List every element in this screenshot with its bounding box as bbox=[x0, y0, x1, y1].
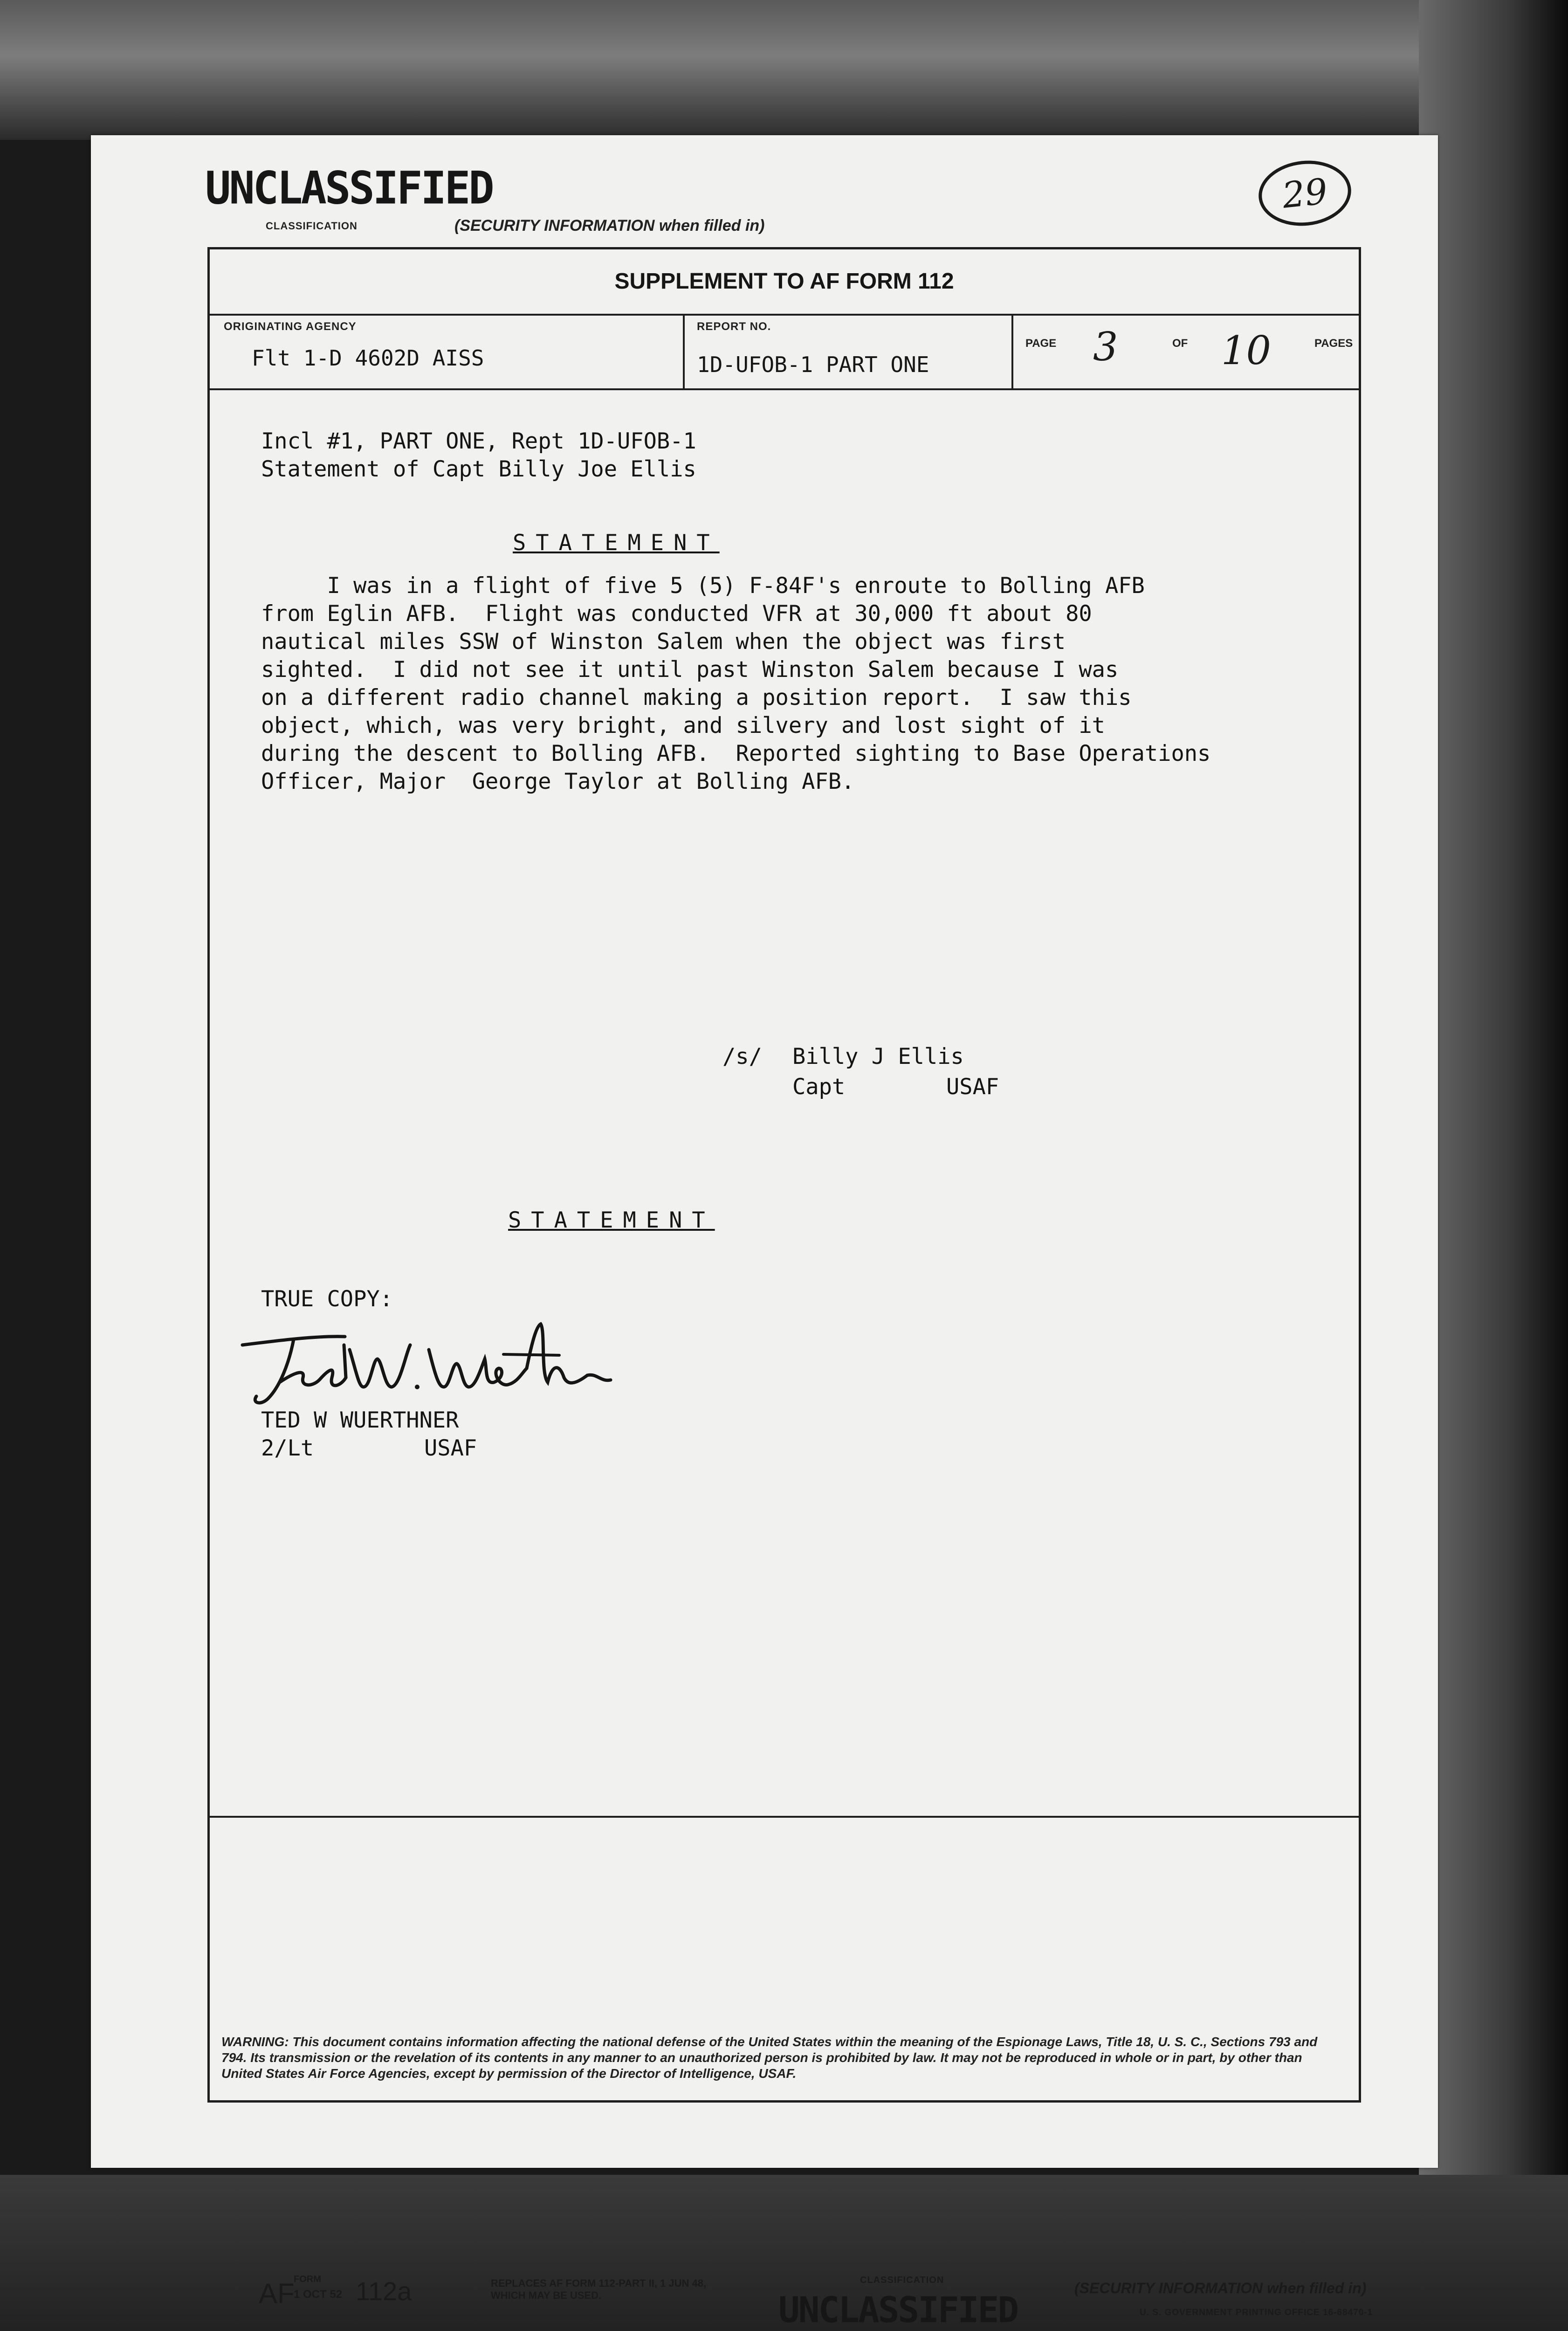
circled-page-number: 29 bbox=[1255, 156, 1354, 230]
certifier-name: TED W WUERTHNER bbox=[261, 1407, 459, 1433]
form-info-row bbox=[210, 314, 1359, 390]
certifier-rank: 2/Lt bbox=[261, 1435, 314, 1461]
signer-name: Billy J Ellis bbox=[792, 1044, 964, 1069]
footer-printing-office: U. S. GOVERNMENT PRINTING OFFICE 16-68470-1 bbox=[1140, 2308, 1373, 2317]
signature-prefix: /s/ bbox=[722, 1044, 762, 1069]
statement-line: during the descent to Bolling AFB. Reported sighting to Base Operations bbox=[261, 741, 1211, 766]
statement-line: on a different radio channel making a position report. I saw this bbox=[261, 685, 1132, 710]
document-page bbox=[91, 135, 1438, 2331]
handwritten-signature-image bbox=[224, 1317, 625, 1410]
originating-agency-value: Flt 1-D 4602D AISS bbox=[252, 345, 484, 371]
footer-security-information-note: (SECURITY INFORMATION when filled in) bbox=[1074, 2280, 1367, 2297]
statement-heading: STATEMENT bbox=[513, 530, 720, 556]
footer-replaces-line: WHICH MAY BE USED. bbox=[491, 2290, 602, 2301]
pages-label: PAGES bbox=[1314, 337, 1353, 350]
footer-af: AF bbox=[259, 2278, 295, 2309]
security-information-note: (SECURITY INFORMATION when filled in) bbox=[454, 217, 765, 234]
statement-subject-line: Statement of Capt Billy Joe Ellis bbox=[261, 456, 696, 482]
classification-stamp: UNCLASSIFIED bbox=[205, 162, 493, 214]
footer-form-number: 112a bbox=[356, 2276, 412, 2306]
footer-classification-stamp: UNCLASSIFIED bbox=[778, 2289, 1018, 2331]
form-frame bbox=[207, 247, 1361, 2103]
total-pages-handwritten: 10 bbox=[1221, 328, 1271, 373]
report-number-value: 1D-UFOB-1 PART ONE bbox=[697, 352, 929, 377]
originating-agency-cell bbox=[210, 314, 685, 388]
statement-line: Officer, Major George Taylor at Bolling AFB. bbox=[261, 769, 855, 794]
statement-line: I was in a flight of five 5 (5) F-84F's enroute to Bolling AFB bbox=[261, 573, 1145, 599]
espionage-warning: WARNING: This document contains information affecting the national defense of the United States within the meaning of the Espionage Laws, Title 18, U. S. C., Sections 793 and 794. Its transmission or the revelation of its contents in any manner to an unauthorized person is prohibited by law. It may not be reproduced in whole or in part, by other than United States Air Force Agencies, except by permission of the Director of Intelligence, USAF. bbox=[221, 2034, 1318, 2081]
scan-edge-right bbox=[1419, 0, 1568, 2331]
certifier-service: USAF bbox=[424, 1435, 477, 1461]
statement-line: object, which, was very bright, and silvery and lost sight of it bbox=[261, 713, 1105, 738]
form-title: SUPPLEMENT TO AF FORM 112 bbox=[210, 249, 1359, 316]
signer-service: USAF bbox=[946, 1074, 999, 1100]
footer-form-date: 1 OCT 52 bbox=[294, 2288, 343, 2301]
report-number-cell bbox=[683, 314, 1013, 388]
footer-replaces-line: REPLACES AF FORM 112-PART II, 1 JUN 48, bbox=[491, 2277, 707, 2289]
report-number-label: REPORT NO. bbox=[697, 320, 771, 333]
inclosure-line: Incl #1, PART ONE, Rept 1D-UFOB-1 bbox=[261, 428, 696, 454]
footer-classification-caption: CLASSIFICATION bbox=[860, 2275, 944, 2285]
originating-agency-label: ORIGINATING AGENCY bbox=[224, 320, 357, 333]
footer-replaces-note bbox=[491, 2277, 706, 2302]
page-count-cell bbox=[1011, 314, 1359, 388]
statement-line: sighted. I did not see it until past Winston Salem because I was bbox=[261, 657, 1119, 683]
statement-line: nautical miles SSW of Winston Salem when the object was first bbox=[261, 629, 1066, 655]
true-copy-label: TRUE COPY: bbox=[261, 1286, 393, 1312]
classification-caption: CLASSIFICATION bbox=[266, 220, 358, 232]
warning-divider bbox=[210, 1816, 1359, 1818]
footer-form-label: FORM bbox=[294, 2274, 321, 2284]
statement-heading-2: STATEMENT bbox=[508, 1207, 715, 1233]
of-label: OF bbox=[1172, 337, 1188, 350]
page-number-handwritten: 3 bbox=[1093, 324, 1118, 370]
statement-line: from Eglin AFB. Flight was conducted VFR at 30,000 ft about 80 bbox=[261, 601, 1092, 627]
page-label: PAGE bbox=[1025, 337, 1057, 350]
signer-rank: Capt bbox=[792, 1074, 846, 1100]
scan-edge-top bbox=[0, 0, 1568, 140]
